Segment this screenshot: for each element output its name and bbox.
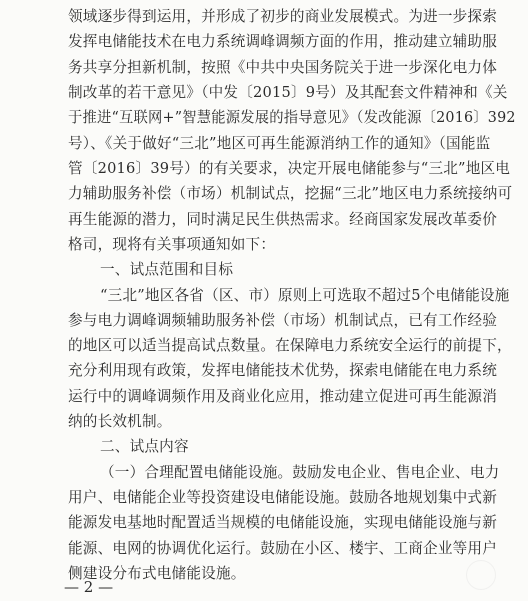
body-text-line: 用户、电储能企业等投资建设电储能设施。鼓励各地规划集中式新 (68, 489, 498, 506)
body-text-line: 纳的长效机制。 (68, 413, 172, 430)
body-text-line: 的地区可以适当提高试点数量。在保障电力系统安全运行的前提下， (68, 337, 512, 354)
body-text-line: （一）合理配置电储能设施。鼓励发电企业、售电企业、电力 (100, 464, 500, 481)
body-text-line: 号）、《关于做好“三北”地区可再生能源消纳工作的通知》（国能监 (68, 135, 491, 152)
body-text-line: 能源发电基地时配置适当规模的电储能设施，实现电储能设施与新 (68, 514, 498, 531)
body-text-line: 力辅助服务补偿（市场）机制试点，挖掘“三北”地区电力系统接纳可 (68, 185, 513, 202)
body-text-line: 制改革的若干意见》（中发〔2015〕9号）及其配套文件精神和《关 (68, 84, 508, 101)
body-text-line: 运行中的调峰调频作用及商业化应用，推动建立促进可再生能源消 (68, 388, 498, 405)
body-text-line: 格司，现将有关事项通知如下： (68, 236, 276, 253)
body-text-line: “三北”地区各省（区、市）原则上可选取不超过5个电储能设施 (100, 287, 510, 304)
body-text-line: 于推进“互联网+”智慧能源发展的指导意见》（发改能源〔2016〕392 (68, 109, 516, 126)
body-text-line: 发挥电储能技术在电力系统调峰调频方面的作用，推动建立辅助服 (68, 33, 498, 50)
body-text-line: 侧建设分布式电储能设施。 (68, 565, 246, 582)
section-heading: 二、试点内容 (100, 438, 189, 455)
section-heading: 一、试点范围和目标 (100, 261, 234, 278)
body-text-line: 领域逐步得到运用，并形成了初步的商业发展模式。为进一步探索 (68, 8, 498, 25)
body-text-line: 能源、电网的协调优化运行。鼓励在小区、楼宇、工商企业等用户 (68, 540, 498, 557)
body-text-line: 务共享分担新机制，按照《中共中央国务院关于进一步深化电力体 (68, 59, 498, 76)
body-text-line: 再生能源的潜力，同时满足民生供热需求。经商国家发展改革委价 (68, 211, 498, 228)
page-number: — 2 — (64, 578, 114, 596)
body-text-line: 管〔2016〕39号）的有关要求，决定开展电储能参与“三北”地区电 (68, 160, 511, 177)
body-text-line: 充分利用现有政策，发挥电储能技术优势，探索电储能在电力系统 (68, 362, 498, 379)
body-text-line: 参与电力调峰调频辅助服务补偿（市场）机制试点，已有工作经验 (68, 312, 498, 329)
watermark-stamp-icon (466, 560, 496, 590)
